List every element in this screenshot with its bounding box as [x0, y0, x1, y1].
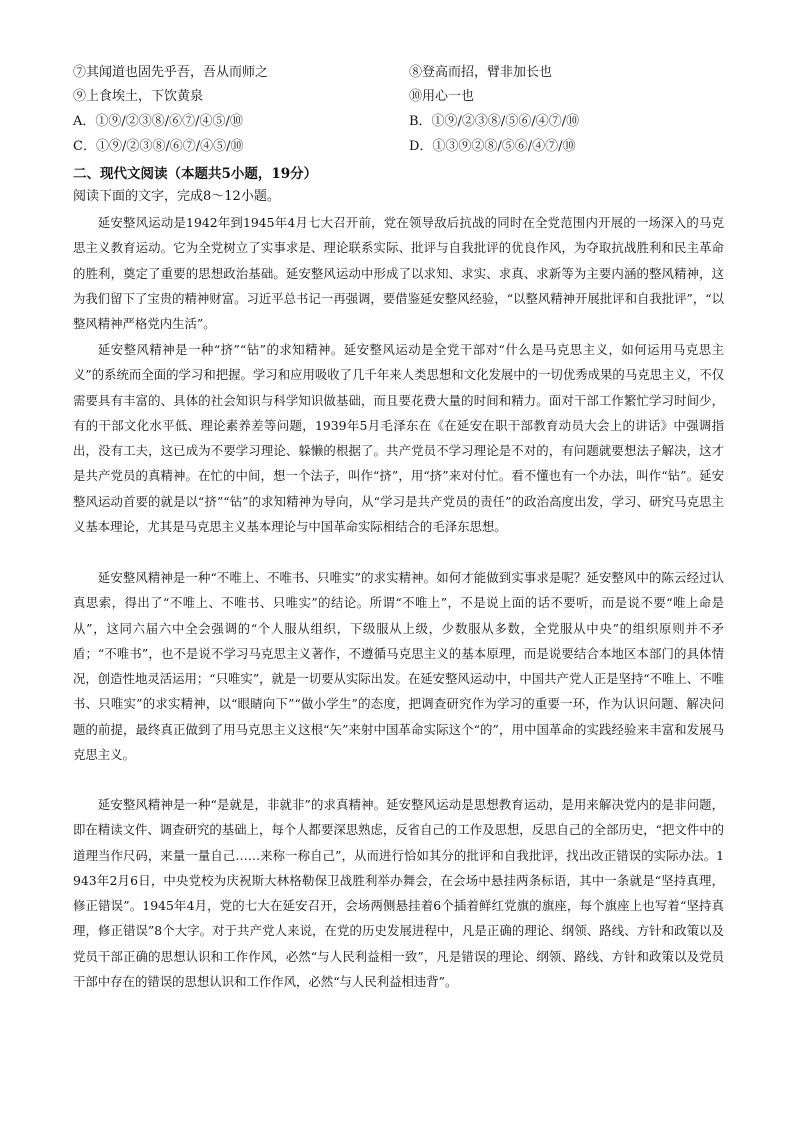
- choices-row-1: [73, 111, 723, 133]
- choice-c: C．①⑨/②③⑧/⑥⑦/④⑤/⑩: [73, 139, 244, 154]
- choices-row-2: [73, 136, 723, 158]
- choice-a: A．①⑨/②③⑧/⑥⑦/④⑤/⑩: [73, 114, 243, 129]
- choice-d: D．①③⑨②⑧/⑤⑥/④⑦/⑩: [409, 139, 576, 154]
- passage-paragraph-2: 延安整风精神是一种“挤”“钻”的求知精神。延安整风运动是全党干部对“什么是马克思主义，如何运用马克思主义”的系统而全面的学习和把握。学习和应用吸收了几千年来人类思想和文化发展中的一切优秀成果的马克思主义，不仅需要具有丰富的、具体的社会知识与科学知识做基础，而且要花费大量的时间和精力。面对干部工作繁忙学习时间少，有的干部文化水平低、理论素养差等问题，1939年5月毛泽东在《在延安在职干部教育动员大会上的讲话》中强调指出，没有工夫，这已成为不要学习理论、躲懒的根据了。共产党员不学习理论是不对的，有问题就要想法子解决，这才是共产党员的真精神。在忙的中间，想一个法子，叫作“挤”，用“挤”来对付忙。看不懂也有一个办法，叫作“钻”。延安整风运动首要的就是以“挤”“钻”的求知精神为导向，从“学习是共产党员的责任”的政治高度出发，学习、研究马克思主义基本理论，尤其是马克思主义基本理论与中国革命实际相结合的毛泽东思想。: [73, 342, 724, 535]
- reading-instruction: 阅读下面的文字，完成8～12小题。: [73, 189, 280, 204]
- options-row-1: [73, 62, 723, 84]
- section-title: 二、现代文阅读（本题共5小题，19分）: [73, 166, 318, 182]
- options-row-2: [73, 86, 723, 108]
- passage-paragraph-1: 延安整风运动是1942年到1945年4月七大召开前，党在领导敌后抗战的同时在全党范围内开展的一场深入的马克思主义教育运动。它为全党树立了实事求是、理论联系实际、批评与自我批评的优良作风，为夺取抗战胜利和民主革命的胜利，奠定了重要的思想政治基础。延安整风运动中形成了以求知、求实、求真、求新等为主要内涵的整风精神，这为我们留下了宝贵的精神财富。习近平总书记一再强调，要借鉴延安整风经验，“以整风精神开展批评和自我批评”，“以整风精神严格党内生活”。: [73, 215, 724, 332]
- choice-b: B．①⑨/②③⑧/⑤⑥/④⑦/⑩: [409, 114, 580, 129]
- option-item-9: ⑨上食埃土，下饮黄泉: [73, 89, 204, 104]
- passage-paragraph-4: 延安整风精神是一种“是就是，非就非”的求真精神。延安整风运动是思想教育运动，是用来解决党内的是非问题，即在精读文件、调查研究的基础上，每个人都要深思熟虑，反省自己的工作及思想，反思自己的全部历史，“把文件中的道理当作尺码，来量一量自己……来称一称自己”，从而进行恰如其分的批评和自我批评，找出改正错误的实际办法。1943年2月6日，中央党校为庆祝斯大林格勒保卫战胜利举办舞会，在会场中悬挂两条标语，其中一条就是“坚持真理，修正错误”。1945年4月，党的七大在延安召开，会场两侧悬挂着6个插着鲜红党旗的旗座，每个旗座上也写着“坚持真理，修正错误”8个大字。对于共产党人来说，在党的历史发展进程中，凡是正确的理论、纲领、路线、方针和政策以及党员干部正确的思想认识和工作作风，必然“与人民利益相一致”，凡是错误的理论、纲领、路线、方针和政策以及党员干部中存在的错误的思想认识和工作作风，必然“与人民利益相违背”。: [73, 797, 724, 990]
- option-item-7: ⑦其闻道也固先乎吾，吾从而师之: [73, 65, 269, 80]
- option-item-10: ⑩用心一也: [409, 89, 475, 104]
- option-item-8: ⑧登高而招，臂非加长也: [409, 65, 553, 80]
- passage-paragraph-3: 延安整风精神是一种“不唯上、不唯书、只唯实”的求实精神。如何才能做到实事求是呢？延安整风中的陈云经过认真思索，得出了“不唯上、不唯书、只唯实”的结论。所谓“不唯上”，不是说上面的话不要听，而是说不要“唯上命是从”，这同六届六中全会强调的“个人服从组织，下级服从上级，少数服从多数，全党服从中央”的组织原则并不矛盾；“不唯书”，也不是说不学习马克思主义著作，不遵循马克思主义的基本原理，而是说要结合本地区本部门的具体情况，创造性地灵活运用；“只唯实”，就是一切要从实际出发。在延安整风运动中，中国共产党人正是坚持“不唯上、不唯书、只唯实”的求实精神，以“眼睛向下”“做小学生”的态度，把调查研究作为学习的重要一环，作为认识问题、解决问题的前提，最终真正做到了用马克思主义这根“矢”来射中国革命实际这个“的”，用中国革命的实践经验来丰富和发展马克思主义。: [73, 570, 724, 763]
